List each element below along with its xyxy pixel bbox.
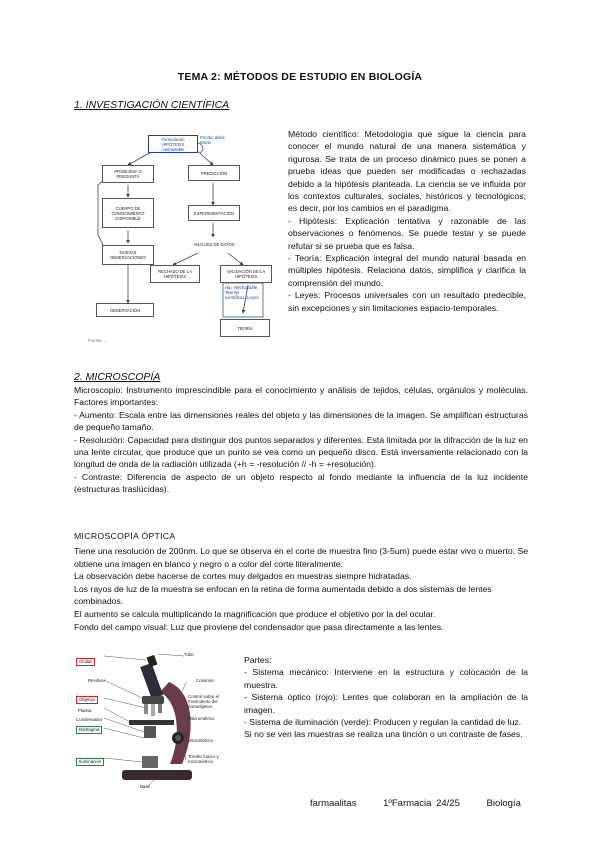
paragraph-aumento: - Aumento: Escala entre las dimensiones reales del objeto y las dimensiones de la imagen. Se amplifican estructuras de pequeño tamaño.	[74, 409, 528, 433]
microscope-illustration	[74, 652, 244, 792]
node-observacion: OBSERVACIÓN	[96, 303, 154, 317]
node-nuevas: NUEVAS OBSERVACIONES	[102, 245, 154, 265]
diagram-source: Fuente: ...	[88, 338, 108, 343]
paragraph-optica-4: El aumento se calcula multiplicando la magnificación que produce el objetivo por la del ocular.	[74, 608, 436, 619]
handwritten-note-right: Hip. Rechazable, Teorías científicas, Leyes	[225, 285, 259, 300]
page-title: TEMA 2: MÉTODOS DE ESTUDIO EN BIOLOGÍA	[177, 71, 423, 83]
paragraph-optica-5: Fondo del campo visual: Luz que proviene del condensador que pasa directamente a las lentes.	[74, 621, 444, 632]
scientific-method-diagram	[88, 125, 288, 350]
node-prediccion: PREDICCIÓN	[188, 165, 240, 181]
paragraph-metodo: Método científico: Metodología que sigue la ciencia para conocer el mundo natural de una manera sistemática y rigurosa. Se trata de un proceso dinámico pues se ponen a prueba ideas que pueden ser modificadas o rechazadas debido a la hipótesis planteada. La ciencia se ve influida por los contextos culturales, sociales, históricos y tecnológicos; es decir, por los cambios en el paradigma.	[288, 129, 526, 214]
label-tubo: Tubo	[184, 652, 194, 657]
partes-text	[244, 654, 528, 741]
node-experimentacion: EXPERIMENTACIÓN	[188, 205, 240, 221]
label-macrometrico: Macrométrico	[188, 716, 215, 721]
node-cuerpo: CUERPO DE CONOCIMIENTO DISPONIBLE	[102, 198, 154, 228]
node-teoria: TEORÍA	[220, 319, 270, 337]
label-platina: Platina	[78, 708, 92, 713]
label-control: Control sobre el movimiento del portaobjetos	[188, 694, 219, 709]
paragraph-optica-3: Los rayos de luz de la muestra se enfocan en la retina de forma aumentada debido a dos sistemas de lentes combinados.	[74, 583, 492, 607]
partes-tincion: Si no se ven las muestras se realiza una tinción o un contraste de fases.	[244, 729, 523, 740]
node-hipotesis: Formulación HIPÓTESIS contrastable	[148, 135, 198, 153]
section-heading-investigacion: 1. INVESTIGACIÓN CIENTÍFICA	[74, 99, 230, 111]
optica-text	[74, 545, 530, 633]
label-revolver: Revólver	[88, 678, 106, 683]
paragraph-optica-1: Tiene una resolución de 200nm. Lo que se observa en el corte de muestra fino (3-5um) puede estar vivo o muerto. Se obtiene una imagen en blanco y negro o a color del corte literalmente.	[74, 546, 529, 569]
footer-author: farmaalitas	[310, 798, 357, 809]
label-iluminacion: Iluminación	[76, 758, 104, 766]
scientific-method-text	[288, 128, 526, 314]
footer-course: 1ºFarmacia 24/25	[383, 798, 460, 809]
paragraph-optica-2: La observación debe hacerse de cortes muy delgados en muestras siempre hidratadas.	[74, 571, 412, 582]
paragraph-microscopio: Microscopio: Instrumento imprescindible para el conocimiento y análisis de tejidos, células, orgánulos y moléculas. Factores importantes:	[74, 385, 528, 408]
paragraph-teoria: - Teoría: Explicación integral del mundo natural basada en múltiples hipótesis. Relaciona datos, simplifica y clarifica la comprensión del mundo.	[288, 253, 526, 288]
node-rechazo: RECHAZO DE LA HIPÓTESIS	[150, 265, 200, 283]
microscopia-text	[74, 384, 528, 496]
label-tornillo: Tornillo macro y micrométrico	[188, 754, 219, 764]
node-validacion: VALIDACIÓN DE LA HIPÓTESIS	[220, 265, 272, 283]
partes-mecanico: - Sistema mecánico: Interviene en la estructura y colocación de la muestra.	[244, 667, 528, 690]
label-base: Base	[140, 784, 151, 789]
footer-subject: Biología	[486, 798, 521, 809]
page-footer	[310, 798, 521, 809]
section-heading-microscopia: 2. MICROSCOPÍA	[74, 371, 161, 383]
label-diafragma: Diafragma	[76, 726, 102, 734]
label-condensador: Condensador	[76, 717, 103, 722]
label-micrometrico: Micrométrico	[188, 738, 214, 743]
microscope-drawing	[74, 652, 244, 792]
paragraph-hipotesis: - Hipótesis: Explicación tentativa y razonable de las observaciones o fenómenos. Se puede testar y se puede refutar si se prueba que es falsa.	[288, 215, 526, 251]
label-ocular: Ocular	[76, 658, 95, 666]
node-pregunta: PROBLEMA O PREGUNTA	[102, 165, 154, 183]
paragraph-contraste: - Contraste: Diferencia de aspecto de un objeto respecto al fondo mediante la influencia de la luz incidente (estructuras traslúcidas).	[74, 471, 528, 495]
node-analisis: ANÁLISIS DE DATOS	[188, 237, 240, 252]
label-columna: Columna	[196, 678, 214, 683]
partes-optico: - Sistema óptico (rojo): Lentes que colaboran en la ampliación de la imagen.	[244, 692, 528, 715]
partes-iluminacion: - Sistema de iluminación (verde): Producen y regulan la cantidad de luz.	[244, 717, 522, 728]
partes-title: Partes:	[244, 655, 272, 665]
subheading-optica: MICROSCOPÍA ÓPTICA	[74, 531, 176, 541]
paragraph-resolucion: - Resolución: Capacidad para distinguir dos puntos separados y diferentes. Está limitada por la difracción de la luz en una lente circular, que produce que un punto se vea como un pequeño disco. Está inversamente relacionado con la longitud de onda de la radiación utilizada (+h = -resolución // -h = +resolución).	[74, 434, 528, 470]
paragraph-leyes: - Leyes: Procesos universales con un resultado predecible, sin excepciones y sin limitaciones espacio-temporales.	[288, 290, 526, 313]
handwritten-note-top: Fondo, decir, teoria	[200, 135, 226, 145]
label-objetivo: Objetivo	[76, 696, 98, 704]
